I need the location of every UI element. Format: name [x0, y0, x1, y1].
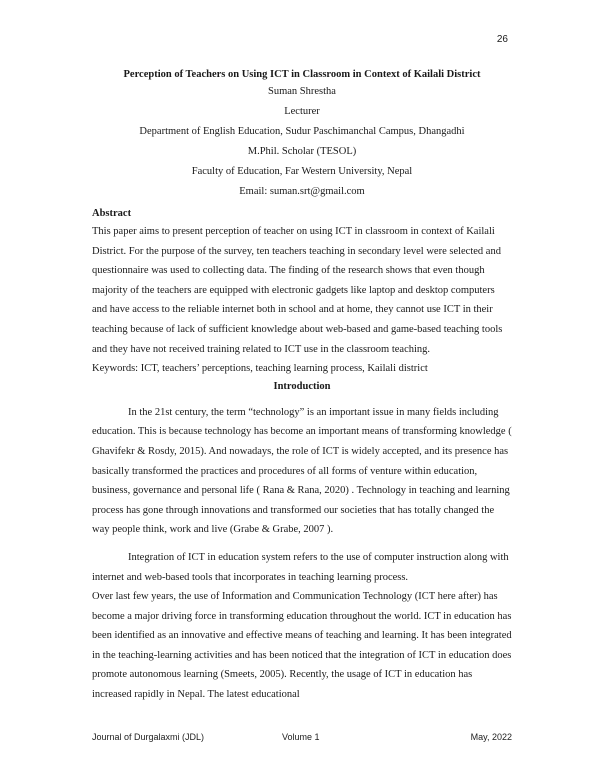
intro-paragraph-3: Over last few years, the use of Information and Communication Technology (ICT here after) has become a major driving force in transforming education throughout the world. ICT in education has been identified as an innovative and effective means of teaching and learning. It has been integrated in the teaching-learning activities and has been noticed that the integration of ICT in education does promote autonomous learning (Smeets, 2005). Recently, the usage of ICT in education has increased rapidly in Nepal. The latest educational — [92, 591, 512, 701]
article-title: Perception of Teachers on Using ICT in Classroom in Context of Kailali District — [123, 69, 481, 80]
intro-paragraph-2: Integration of ICT in education system refers to the use of computer instruction along with internet and web-based tools that incorporates in teaching learning process. — [92, 551, 509, 583]
author-name: Suman Shrestha — [268, 86, 336, 97]
author-faculty: Faculty of Education, Far Western University, Nepal — [191, 166, 413, 177]
keywords: Keywords: ICT, teachers’ perceptions, teaching learning process, Kailali district — [92, 363, 428, 375]
footer-date: May, 2022 — [470, 732, 512, 742]
author-department: Department of English Education, Sudur Paschimanchal Campus, Dhangadhi — [139, 126, 465, 137]
introduction-heading: Introduction — [273, 380, 331, 392]
author-position: Lecturer — [284, 106, 320, 117]
footer-journal: Journal of Durgalaxmi (JDL) — [92, 732, 205, 742]
intro-paragraph-1: In the 21st century, the term “technology” is an important issue in many fields including education. This is because technology has become an important means of transforming knowledge ( Ghavifekr & Rosdy, 2015). And nowadays, the role of ICT is widely accepted, and its presence has basically transformed the practices and procedures of all forms of venture within education, business, governance and personal life ( Rana & Rana, 2020) . Technology in teaching and learning process has gone through innovations and transformed our societies that has totally changed the way people think, work and live (Grabe & Grabe, 2007 ). — [92, 406, 512, 536]
page-number: 26 — [496, 34, 508, 45]
author-degree: M.Phil. Scholar (TESOL) — [247, 146, 357, 157]
author-email: Email: suman.srt@gmail.com — [239, 186, 365, 197]
abstract-heading: Abstract — [92, 208, 132, 219]
footer-volume: Volume 1 — [282, 732, 320, 742]
article-body — [92, 68, 512, 705]
abstract-text: This paper aims to present perception of teacher on using ICT in classroom in context of Kailali District. For the purpose of the survey, ten teachers teaching in secondary level were selected and questionnaire was used to collecting data. The finding of the research shows that even though majority of the teachers are equipped with electronic gadgets like laptop and desktop computers and have access to the reliable internet both in school and at home, they cannot use ICT in their teaching because of lack of sufficient knowledge about web-based and game-based teaching tools and they have not received training related to ICT use in the classroom teaching. — [92, 226, 503, 355]
